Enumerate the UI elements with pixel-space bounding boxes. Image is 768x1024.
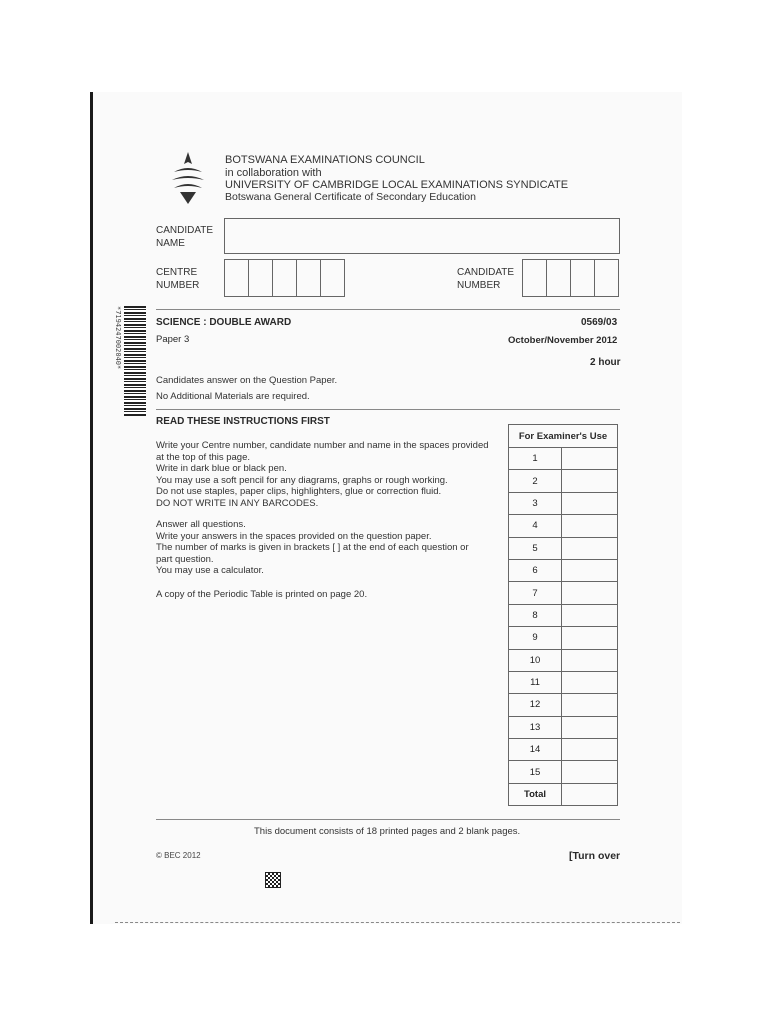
instruction-line: Do not use staples, paper clips, highlighters, glue or correction fluid. [156, 486, 442, 497]
candidate-name-label-line1: CANDIDATE [156, 225, 214, 236]
mark-cell[interactable] [562, 761, 618, 783]
syndicate-name: UNIVERSITY OF CAMBRIDGE LOCAL EXAMINATIONS SYNDICATE [225, 179, 569, 191]
exam-duration: 2 hour [590, 357, 621, 368]
mark-cell[interactable] [562, 470, 618, 492]
divider-top [156, 309, 620, 310]
mark-cell[interactable] [562, 537, 618, 559]
council-name: BOTSWANA EXAMINATIONS COUNCIL [225, 154, 425, 166]
instruction-line: part question. [156, 553, 214, 565]
qr-code-icon [265, 872, 281, 888]
examiner-use-table [508, 424, 618, 806]
mark-cell[interactable] [562, 559, 618, 581]
barcode-digits: *7194247002040* [114, 306, 122, 370]
question-number: 11 [509, 671, 562, 693]
scan-edge [90, 92, 93, 924]
candidate-number-label-line1: CANDIDATE [457, 267, 515, 278]
instruction-line: The number of marks is given in brackets [ ] at the end of each question or [156, 542, 469, 553]
question-number: 5 [509, 537, 562, 559]
mark-cell[interactable] [562, 739, 618, 761]
copyright: © BEC 2012 [156, 851, 201, 860]
question-number: 3 [509, 492, 562, 514]
scan-bottom-edge [115, 922, 680, 923]
mark-cell[interactable] [562, 448, 618, 470]
mark-cell[interactable] [562, 671, 618, 693]
question-number: 6 [509, 559, 562, 581]
mark-cell[interactable] [562, 582, 618, 604]
total-cell[interactable] [562, 783, 618, 805]
divider-bottom [156, 819, 620, 820]
centre-number-field[interactable] [224, 259, 345, 297]
instruction-line: Write your Centre number, candidate number and name in the spaces provided [156, 440, 489, 451]
instruction-line: You may use a calculator. [156, 565, 264, 576]
instructions-group-2 [156, 519, 501, 577]
candidate-name-field[interactable] [224, 218, 620, 254]
certificate-name: Botswana General Certificate of Secondary Education [225, 191, 476, 203]
instructions-heading: READ THESE INSTRUCTIONS FIRST [156, 416, 330, 427]
instruction-line: Write your answers in the spaces provided on the question paper. [156, 530, 432, 542]
mark-cell[interactable] [562, 627, 618, 649]
candidate-number-field[interactable] [522, 259, 619, 297]
periodic-table-note: A copy of the Periodic Table is printed on page 20. [156, 589, 368, 600]
instruction-line: DO NOT WRITE IN ANY BARCODES. [156, 497, 319, 509]
answer-note: Candidates answer on the Question Paper. [156, 375, 338, 386]
question-number: 7 [509, 582, 562, 604]
mark-cell[interactable] [562, 492, 618, 514]
paper-number: Paper 3 [156, 334, 190, 345]
subject-title: SCIENCE : DOUBLE AWARD [156, 317, 292, 328]
candidate-number-label-line2: NUMBER [457, 280, 501, 291]
question-number: 8 [509, 604, 562, 626]
question-number: 14 [509, 739, 562, 761]
instruction-line: at the top of this page. [156, 451, 251, 463]
mark-cell[interactable] [562, 515, 618, 537]
materials-note: No Additional Materials are required. [156, 391, 310, 402]
instruction-line: Answer all questions. [156, 519, 246, 530]
examiner-use-heading: For Examiner's Use [509, 425, 618, 448]
mark-cell[interactable] [562, 716, 618, 738]
mark-cell[interactable] [562, 649, 618, 671]
question-number: 4 [509, 515, 562, 537]
collaboration-line: in collaboration with [225, 167, 322, 179]
question-number: 12 [509, 694, 562, 716]
candidate-name-label-line2: NAME [156, 238, 185, 249]
centre-number-label-line2: NUMBER [156, 280, 200, 291]
question-number: 15 [509, 761, 562, 783]
paper-code: 0569/03 [581, 317, 618, 328]
exam-session: October/November 2012 [508, 335, 618, 346]
instructions-group-1 [156, 440, 501, 509]
barcode [124, 306, 146, 416]
question-number: 9 [509, 627, 562, 649]
turn-over: [Turn over [569, 850, 621, 862]
total-label: Total [509, 783, 562, 805]
question-number: 2 [509, 470, 562, 492]
divider-middle [156, 409, 620, 410]
centre-number-label-line1: CENTRE [156, 267, 198, 278]
question-number: 1 [509, 448, 562, 470]
question-number: 10 [509, 649, 562, 671]
instruction-line: You may use a soft pencil for any diagrams, graphs or rough working. [156, 474, 448, 486]
bec-logo-icon [168, 150, 208, 206]
mark-cell[interactable] [562, 604, 618, 626]
mark-cell[interactable] [562, 694, 618, 716]
instruction-line: Write in dark blue or black pen. [156, 463, 287, 474]
question-number: 13 [509, 716, 562, 738]
page-count-note: This document consists of 18 printed pages and 2 blank pages. [254, 826, 521, 837]
